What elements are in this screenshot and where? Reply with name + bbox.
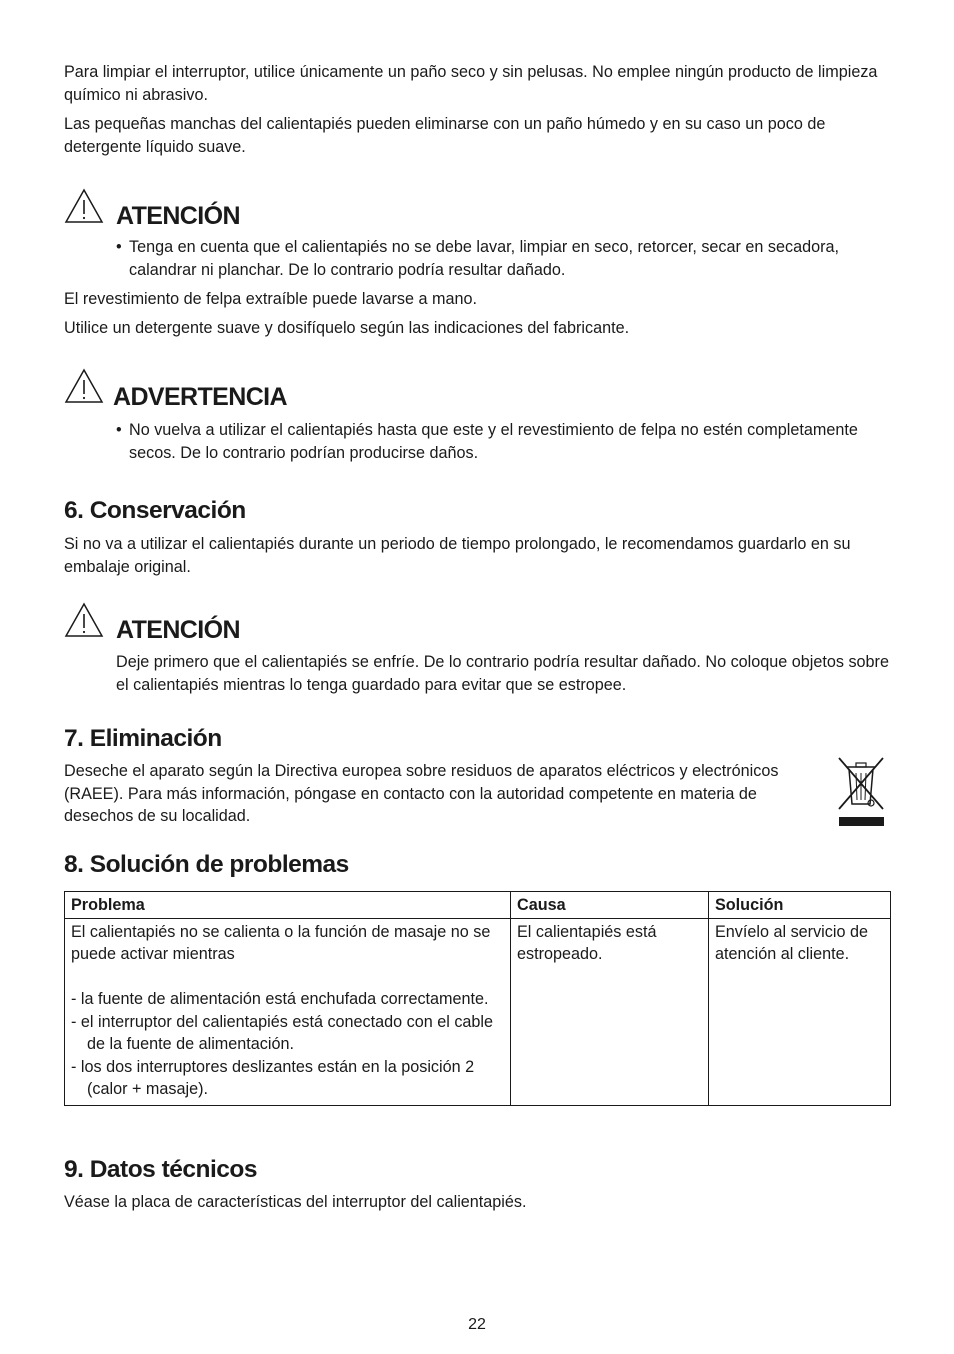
page-number: 22 (468, 1316, 486, 1333)
crossed-out-bin-icon (836, 754, 886, 830)
intro-paragraph-2: Las pequeñas manchas del calientapiés pueden eliminarse con un paño húmedo y en su caso un poco de detergente líquido suave. (64, 115, 826, 156)
column-header-problem: Problema (65, 892, 511, 919)
warning-triangle-icon (64, 602, 104, 638)
section-9-title: 9. Datos técnicos (64, 1156, 258, 1183)
attention-title-2: ATENCIÓN (116, 616, 240, 644)
troubleshooting-table (64, 891, 891, 1106)
problem-item: - el interruptor del calientapiés está conectado con el cable de la fuente de alimentación. (71, 1012, 494, 1053)
washing-paragraph-1: El revestimiento de felpa extraíble puede lavarse a mano. (64, 290, 478, 308)
warning-title: ADVERTENCIA (113, 383, 287, 411)
problem-cell (65, 918, 511, 1105)
washing-paragraph-2: Utilice un detergente suave y dosifíquelo según las indicaciones del fabricante. (64, 319, 630, 337)
attention-text-2: Deje primero que el calientapiés se enfríe. De lo contrario podría resultar dañado. No coloque objetos sobre el calientapiés mientras lo tenga guardado para evitar que se estropee. (116, 653, 889, 694)
section-6-text: Si no va a utilizar el calientapiés durante un periodo de tiempo prolongado, le recomendamos guardarlo en su embalaje original. (64, 535, 851, 576)
intro-paragraph-1: Para limpiar el interruptor, utilice únicamente un paño seco y sin pelusas. No emplee ningún producto de limpieza químico ni abrasivo. (64, 63, 878, 104)
section-9-text: Véase la placa de características del interruptor del calientapiés. (64, 1193, 527, 1211)
attention-title-1: ATENCIÓN (116, 202, 240, 230)
solution-cell: Envíelo al servicio de atención al cliente. (709, 918, 891, 1105)
warning-triangle-icon (64, 188, 104, 224)
problem-item: - los dos interruptores deslizantes están en la posición 2 (calor + masaje). (71, 1057, 475, 1098)
section-8-title: 8. Solución de problemas (64, 851, 349, 878)
table-row (65, 918, 891, 1105)
section-7-text: Deseche el aparato según la Directiva europea sobre residuos de aparatos eléctricos y electrónicos (RAEE). Para más información, póngase en contacto con la autoridad competente en materia de desechos de su localidad. (64, 762, 779, 825)
section-7-title: 7. Eliminación (64, 725, 222, 752)
column-header-cause: Causa (511, 892, 709, 919)
attention-bullet-1: • Tenga en cuenta que el calientapiés no se debe lavar, limpiar en seco, retorcer, secar en secadora, calandrar ni planchar. De lo contrario podría resultar dañado. (116, 236, 890, 281)
warning-bullet: • No vuelva a utilizar el calientapiés hasta que este y el revestimiento de felpa no estén completamente secos. De lo contrario podrían producirse daños. (116, 419, 890, 464)
warning-triangle-icon (64, 368, 104, 404)
problem-main-text: El calientapiés no se calienta o la función de masaje no se puede activar mientras (71, 922, 491, 963)
cause-cell: El calientapiés está estropeado. (511, 918, 709, 1105)
table-header-row (65, 892, 891, 919)
problem-item: - la fuente de alimentación está enchufada correctamente. (71, 990, 489, 1008)
section-6-title: 6. Conservación (64, 497, 246, 524)
column-header-solution: Solución (709, 892, 891, 919)
